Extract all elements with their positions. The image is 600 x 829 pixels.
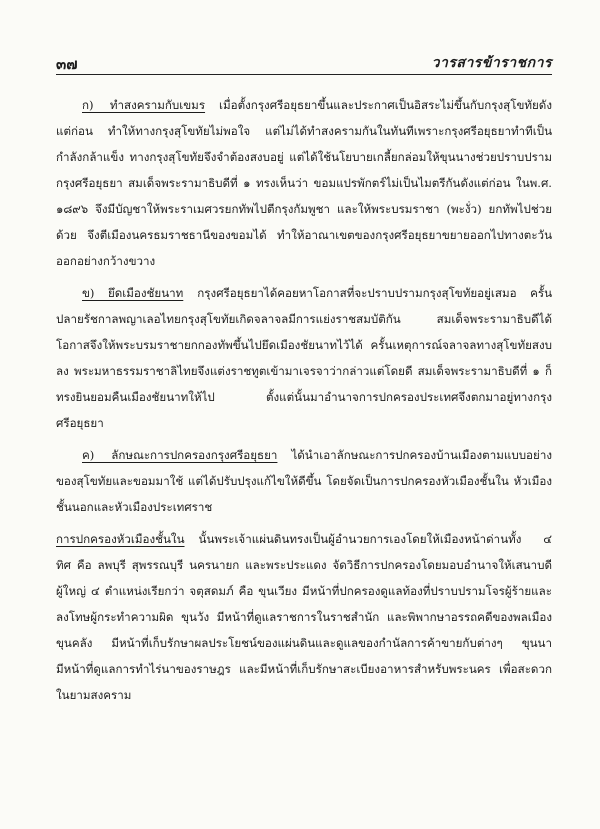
header-rule [56,74,552,75]
section-text: ได้นำเอาลักษณะการปกครองบ้านเมืองตามแบบอย่างของสุโขทัยและขอมมาใช้ แต่ได้ปรับปรุงแก้ไขให้ดีขึ้น โดยจัดเป็นการปกครองหัวเมืองชั้นใน หัวเมืองชั้นนอกและหัวเมืองประเทศราช [56,448,552,514]
section-text: กรุงศรีอยุธยาได้คอยหาโอกาสที่จะปราบปรามกรุงสุโขทัยอยู่เสมอ ครั้นปลายรัชกาลพญาเลอไทยกรุงสุโขทัยเกิดจลาจลมีการแย่งราชสมบัติกัน สมเด็จพระรามาธิบดีได้โอกาสจึงให้พระบรมราชายกกองทัพขึ้นไปยึดเมืองชัยนาทไว้ได้ ครั้นเหตุการณ์จลาจลทางสุโขทัยสงบลง พระมหาธรรมราชาลิไทยจึงแต่งราชทูตเข้ามาเจรจาว่ากล่าวแต่โดยดี สมเด็จพระรามาธิบดีที่ ๑ ก็ทรงยินยอมคืนเมืองชัยนาทให้ไป ตั้งแต่นั้นมาอำนาจการปกครองประเทศจึงตกมาอยู่ทางกรุงศรีอยุธยา [56,286,552,430]
document-body [56,92,552,714]
page-number: ๓๗ [56,55,78,73]
section-text: นั้นพระเจ้าแผ่นดินทรงเป็นผู้อำนวยการเองโดยให้เมืองหน้าด่านทั้ง ๔ ทิศ คือ ลพบุรี สุพรรณบุรี นครนายก และพระประแดง จัดวิธีการปกครองโดยมอบอำนาจให้เสนาบดีผู้ใหญ่ ๔ ตำแหน่งเรียกว่า จตุสดมภ์ คือ ขุนเวียง มีหน้าที่ปกครองดูแลท้องที่ปราบปรามโจรผู้ร้ายและลงโทษผู้กระทำความผิด ขุนวัง มีหน้าที่ดูแลราชการในราชสำนัก และพิพากษาอรรถคดีของพลเมือง ขุนคลัง มีหน้าที่เก็บรักษาผลประโยชน์ของแผ่นดินและดูแลของกำนัลการค้าขายกับต่างๆ ขุนนา มีหน้าที่ดูแลการทำไร่นาของราษฎร และมีหน้าที่เก็บรักษาสะเบียงอาหารสำหรับพระนคร เพื่อสะดวกในยามสงคราม [56,532,552,702]
section-heading: ค) ลักษณะการปกครองกรุงศรีอยุธยา [82,448,278,462]
section-inner-provinces [56,526,552,708]
section-governance [56,442,552,520]
section-heading: การปกครองหัวเมืองชั้นใน [56,532,185,546]
journal-title: วารสารข้าราชการ [431,55,552,71]
section-heading: ข) ยึดเมืองชัยนาท [82,286,184,300]
section-chainat [56,280,552,436]
section-text: เมื่อตั้งกรุงศรีอยุธยาขึ้นและประกาศเป็นอิสระไม่ขึ้นกับกรุงสุโขทัยดังแต่ก่อน ทำให้ทางกรุงสุโขทัยไม่พอใจ แต่ไม่ได้ทำสงครามกันในทันทีเพราะกรุงศรีอยุธยาทำทีเป็นกำลังกล้าแข็ง ทางกรุงสุโขทัยจึงจำต้องสงบอยู่ แต่ได้ใช้นโยบายเกลี้ยกล่อมให้ขุนนางช่วยปราบปรามกรุงศรีอยุธยา สมเด็จพระรามาธิบดีที่ ๑ ทรงเห็นว่า ขอมแปรพักตร์ไม่เป็นไมตรีกันดังแต่ก่อน ในพ.ศ. ๑๘๙๖ จึงมีบัญชาให้พระราเมศวรยกทัพไปตีกรุงกัมพูชา และให้พระบรมราชา (พะงั่ว) ยกทัพไปช่วยด้วย จึงตีเมืองนครธมราชธานีของขอมได้ ทำให้อาณาเขตของกรุงศรีอยุธยาขยายออกไปทางตะวันออกอย่างกว้างขวาง [56,98,552,268]
section-heading: ก) ทำสงครามกับเขมร [82,98,206,112]
page-header [0,52,600,74]
section-khmer-war [56,92,552,274]
